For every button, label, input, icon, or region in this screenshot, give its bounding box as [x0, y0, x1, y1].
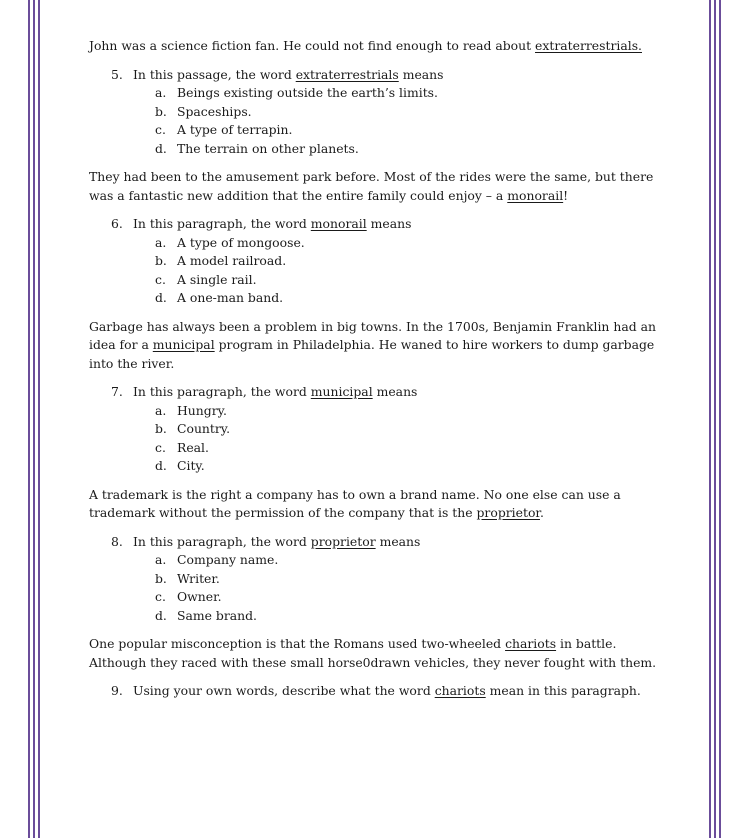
option-letter: c. [155, 271, 166, 287]
question-list [89, 66, 669, 159]
option-text: Company name. [177, 552, 279, 567]
text-segment: . [539, 505, 544, 520]
border-line [38, 0, 40, 838]
option-text: Beings existing outside the earth’s limits. [177, 85, 438, 100]
text-segment: Garbage has always been a problem in big towns. In the 1700s, Benjamin Franklin had an idea for a [89, 318, 656, 352]
question-item [89, 215, 669, 308]
question-list [89, 682, 669, 701]
worksheet-page [89, 37, 669, 709]
option-letter: a. [155, 234, 167, 250]
question-item [89, 66, 669, 159]
question-list [89, 533, 669, 626]
answer-options [133, 234, 669, 308]
answer-option [89, 402, 669, 421]
answer-option [89, 140, 669, 159]
option-text: A single rail. [177, 271, 257, 287]
text-segment: A trademark is the right a company has to own a brand name. No one else can use a trademark without the permission of the company that is the [89, 486, 621, 520]
option-text: Real. [177, 439, 209, 455]
answer-option [89, 570, 669, 589]
question-list [89, 383, 669, 476]
question-number: 8. [111, 533, 123, 549]
option-text: The terrain on other planets. [177, 140, 359, 156]
vocab-word: proprietor [310, 533, 376, 549]
vocab-word: monorail [310, 216, 367, 231]
border-line [28, 0, 30, 838]
vocab-word: monorail [507, 187, 564, 203]
vocab-word: chariots [434, 683, 486, 698]
question-text [133, 683, 641, 698]
vocab-word: extraterrestrials. [535, 38, 642, 53]
question-number: 6. [111, 216, 123, 231]
option-text: Country. [177, 421, 231, 436]
answer-options [133, 84, 669, 158]
border-line [714, 0, 716, 838]
text-segment: means [375, 533, 421, 549]
text-segment: in battle. Although they raced with these small horse0drawn vehicles, they never fought with them. [89, 636, 657, 670]
option-letter: d. [155, 140, 167, 156]
passage-paragraph [89, 635, 669, 672]
text-segment: means [372, 384, 418, 399]
answer-option [89, 439, 669, 458]
answer-option [89, 252, 669, 271]
question-number: 9. [111, 683, 123, 698]
option-letter: d. [155, 458, 167, 473]
option-letter: d. [155, 290, 167, 305]
option-letter: a. [155, 85, 167, 100]
option-letter: c. [155, 589, 166, 604]
text-segment: John was a science fiction fan. He could not find enough to read about [89, 38, 536, 53]
text-segment: In this paragraph, the word [133, 533, 311, 549]
question-text [133, 67, 444, 82]
answer-options [133, 402, 669, 476]
option-text: Spaceships. [177, 103, 252, 119]
option-letter: b. [155, 103, 167, 119]
option-text: Owner. [177, 589, 222, 604]
text-segment: In this passage, the word [133, 66, 296, 82]
text-segment: ! [563, 187, 569, 203]
option-text: A type of mongoose. [177, 234, 305, 250]
answer-option [89, 607, 669, 626]
question-text [133, 384, 417, 399]
border-line [709, 0, 711, 838]
question-number: 5. [111, 66, 123, 82]
answer-option [89, 103, 669, 122]
passage-paragraph [89, 318, 669, 374]
option-text: City. [177, 458, 205, 473]
text-segment: program in Philadelphia. He waned to hire workers to dump garbage into the river. [89, 337, 655, 371]
text-segment: means [366, 216, 412, 231]
vocab-word: municipal [310, 384, 373, 399]
option-letter: c. [155, 122, 166, 137]
passage-paragraph [89, 37, 669, 56]
answer-option [89, 551, 669, 570]
option-letter: c. [155, 439, 166, 455]
answer-option [89, 420, 669, 439]
option-letter: b. [155, 570, 167, 586]
passage-paragraph [89, 168, 669, 205]
question-number: 7. [111, 384, 123, 399]
question-item [89, 682, 669, 701]
text-segment: In this paragraph, the word [133, 384, 311, 399]
option-text: Hungry. [177, 402, 227, 418]
question-item [89, 533, 669, 626]
option-letter: a. [155, 402, 167, 418]
question-text [133, 534, 420, 549]
option-letter: b. [155, 421, 167, 436]
text-segment: They had been to the amusement park before. Most of the rides were the same, but there was a fantastic new addition that the entire family could enjoy – a [89, 169, 654, 203]
vocab-word: proprietor [476, 505, 540, 520]
answer-option [89, 121, 669, 140]
option-text: A model railroad. [177, 253, 287, 268]
answer-option [89, 289, 669, 308]
answer-option [89, 271, 669, 290]
answer-options [133, 551, 669, 625]
vocab-word: municipal [152, 337, 215, 352]
option-text: Writer. [177, 570, 220, 586]
passage-paragraph [89, 486, 669, 523]
vocab-word: chariots [505, 636, 557, 651]
question-list [89, 215, 669, 308]
option-letter: d. [155, 607, 167, 623]
border-line [719, 0, 721, 838]
question-item [89, 383, 669, 476]
answer-option [89, 457, 669, 476]
answer-option [89, 588, 669, 607]
answer-option [89, 84, 669, 103]
option-text: Same brand. [177, 607, 257, 623]
option-text: A type of terrapin. [177, 122, 293, 137]
text-segment: means [398, 66, 444, 82]
option-letter: b. [155, 253, 167, 268]
vocab-word: extraterrestrials [295, 66, 399, 82]
text-segment: Using your own words, describe what the word [133, 683, 435, 698]
option-letter: a. [155, 552, 167, 567]
border-line [33, 0, 35, 838]
answer-option [89, 234, 669, 253]
text-segment: One popular misconception is that the Romans used two-wheeled [89, 636, 506, 651]
option-text: A one-man band. [177, 290, 284, 305]
question-text [133, 216, 411, 231]
text-segment: mean in this paragraph. [485, 683, 641, 698]
text-segment: In this paragraph, the word [133, 216, 311, 231]
